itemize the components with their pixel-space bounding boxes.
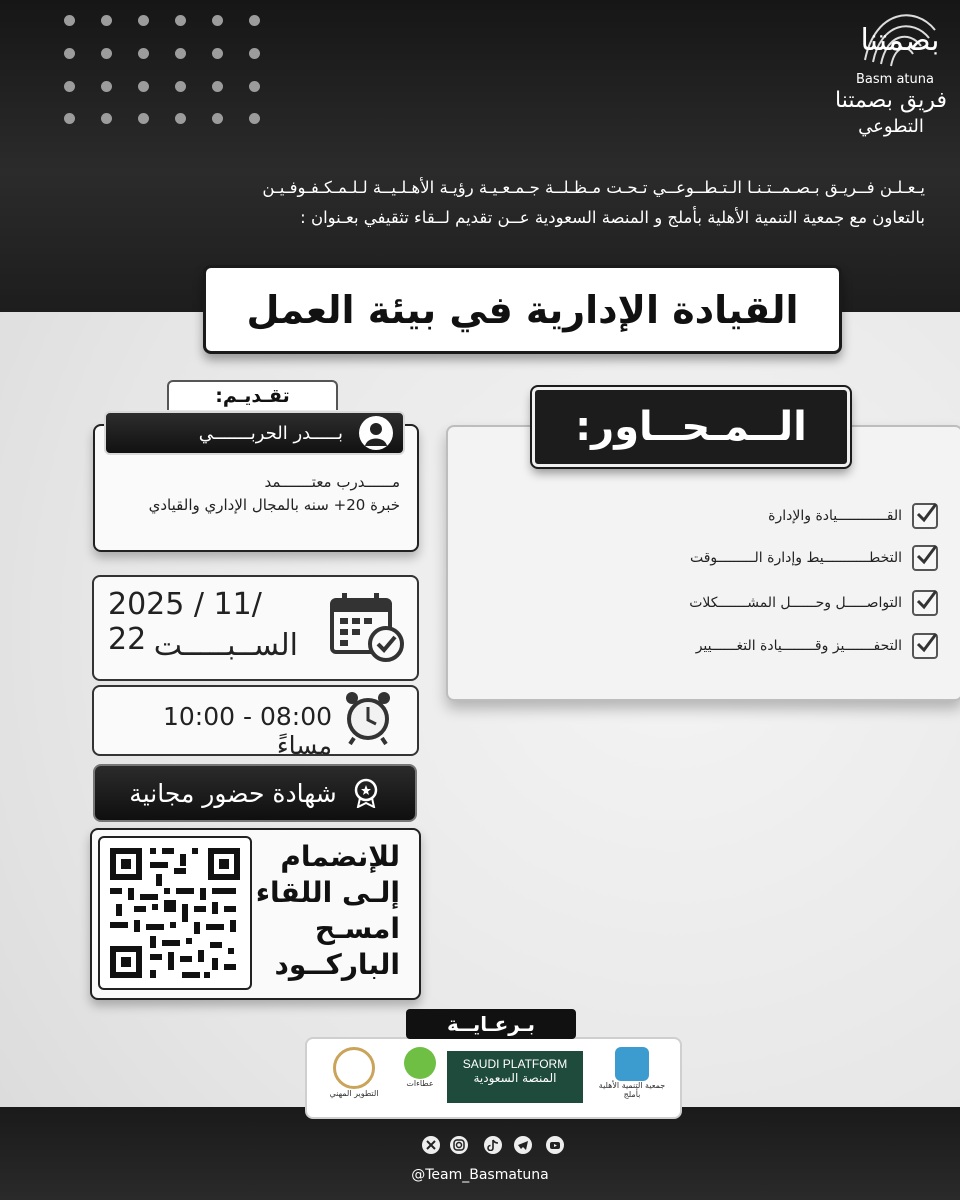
checkbox-icon: [912, 633, 938, 659]
qr-instruction-line: امسـح: [314, 912, 400, 945]
title-banner: [203, 265, 842, 354]
sponsors-label-tab: [406, 1009, 576, 1039]
axis-label: التخطـــــــــــيط وإدارة الـــــــــوقت: [689, 550, 902, 566]
event-date: 2025 / 11/ 22: [108, 587, 262, 657]
axis-item: [478, 633, 938, 659]
sponsor-logo: [593, 1047, 671, 1109]
sponsors-card: [305, 1037, 682, 1119]
tiktok-icon[interactable]: [484, 1136, 502, 1154]
axes-heading: الــمـحــاور:: [575, 404, 807, 450]
logo-arabic-subtitle: التطوعي: [858, 116, 924, 137]
sponsor-name: جمعية التنمية الأهلية بأملج: [598, 1081, 666, 1099]
qr-code[interactable]: [98, 836, 252, 990]
alarm-clock-icon: [342, 688, 394, 746]
axis-item: [478, 590, 938, 616]
qr-instruction-line: للإنضمام: [280, 840, 400, 873]
award-icon: [351, 778, 381, 808]
logo-arabic-name: فريق بصمتنا: [834, 88, 948, 113]
presenter-experience: خبرة 20+ سنه بالمجال الإداري والقيادي: [148, 496, 400, 514]
presenter-label: تقـديـم:: [215, 385, 290, 407]
intro-line-2: بالتعاون مع جمعية التنمية الأهلية بأملج و المنصة السعودية عــن تقديم لــقاء تثقيفي بعـنوان :: [300, 208, 925, 227]
presenter-name-bar: [104, 411, 405, 455]
sponsor-logo-saudi-platform: [447, 1051, 583, 1103]
axis-label: التحفـــــــيز وقــــــــيادة التغــــــيير: [695, 638, 902, 654]
footer-band: [0, 1107, 960, 1200]
social-handle[interactable]: @Team_Basmatuna: [411, 1167, 549, 1183]
sponsor-name: التطوير المهني: [329, 1089, 379, 1098]
axis-item: [478, 545, 938, 571]
certificate-label: شهادة حضور مجانية: [129, 778, 337, 808]
x-icon[interactable]: [422, 1136, 440, 1154]
sponsor-name: عطاءات: [406, 1079, 434, 1088]
qr-instruction-line: إلـى اللقاء: [255, 876, 400, 909]
presenter-label-tab: [167, 380, 338, 410]
calendar-check-icon: [328, 590, 408, 666]
checkbox-icon: [912, 545, 938, 571]
checkbox-icon: [912, 590, 938, 616]
dot-pattern: [0, 0, 300, 140]
event-day: الســبـــــت: [153, 628, 298, 663]
telegram-icon[interactable]: [514, 1136, 532, 1154]
intro-line-1: يـعـلـن فــريـق بـصـمــتـنـا الـتـطــوعــي تـحـت مـظـلــة جـمـعـيـة رؤيـة الأهـلـيــة لـلـمـكـفـوفـيـن: [262, 178, 925, 197]
logo-fingerprint-icon: [855, 0, 945, 75]
qr-instruction-line: الباركــود: [274, 948, 400, 981]
certificate-bar: [93, 764, 417, 822]
presenter-name: بـــــدر الحربـــــــي: [198, 422, 343, 444]
checkbox-icon: [912, 503, 938, 529]
youtube-icon[interactable]: [546, 1136, 564, 1154]
sponsor-name-en: SAUDI PLATFORM: [462, 1057, 568, 1071]
sponsors-label: بـرعـايــة: [446, 1012, 536, 1036]
page-title: القيادة الإدارية في بيئة العمل: [246, 287, 799, 332]
sponsor-logo: [395, 1047, 445, 1109]
axis-label: القــــــــــــيادة والإدارة: [768, 508, 902, 524]
axes-heading-box: [532, 387, 850, 467]
sponsor-name-ar: المنصة السعودية: [473, 1071, 557, 1085]
logo-english-name: Basm atuna: [856, 72, 934, 87]
svg-text:بصمتنا: بصمتنا: [860, 23, 940, 58]
person-icon: [359, 416, 393, 450]
presenter-role: مــــــدرب معتـــــــمد: [264, 473, 400, 491]
axis-label: التواصـــــل وحــــــل المشـــــــكلات: [689, 595, 902, 611]
event-time: 08:00 - 10:00 مساءً: [162, 702, 332, 760]
instagram-icon[interactable]: [450, 1136, 468, 1154]
axis-item: [478, 503, 938, 529]
sponsor-logo: [319, 1047, 389, 1109]
